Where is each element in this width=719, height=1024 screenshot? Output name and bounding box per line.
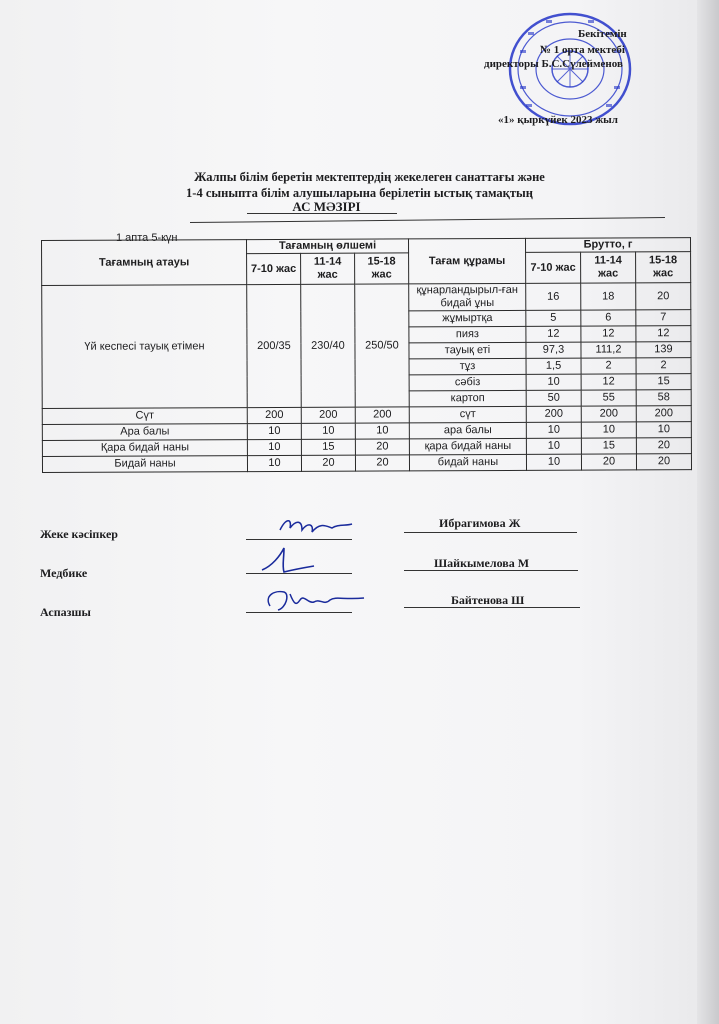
component-name: сүт (409, 406, 526, 423)
menu-title: АС МӘЗІРІ (292, 199, 361, 214)
dish-weight: 10 (355, 423, 409, 439)
person-name: Шайкымелова М (434, 556, 530, 570)
brutto-value: 18 (581, 283, 636, 310)
role-entrepreneur: Жеке кәсіпкер (40, 527, 118, 541)
approval-line-1: Бекітемін (578, 28, 627, 40)
dish-weight: 200 (247, 407, 301, 423)
dish-name: Ара балы (42, 424, 247, 441)
title-underline (247, 213, 397, 214)
brutto-value: 10 (526, 374, 581, 390)
header-age-weight: 11-14 жас (301, 253, 355, 284)
brutto-value: 97,3 (526, 342, 581, 358)
dish-weight: 230/40 (301, 284, 356, 407)
brutto-value: 15 (636, 374, 691, 390)
brutto-value: 2 (581, 358, 636, 374)
signature-scribble (258, 544, 318, 576)
dish-name: Үй кеспесі тауық етімен (42, 285, 248, 409)
component-name: қара бидай наны (409, 438, 526, 455)
brutto-value: 20 (636, 283, 691, 310)
brutto-value: 10 (636, 422, 691, 438)
brutto-value: 200 (581, 406, 636, 422)
header-dish-name: Тағамның атауы (42, 240, 247, 286)
header-age-brutto: 11-14 жас (581, 252, 636, 283)
component-name: тауық еті (409, 342, 526, 359)
component-name: ара балы (409, 422, 526, 439)
approval-line-3: директоры Б.С.Сүлейменов (484, 58, 623, 70)
dish-name: Бидай наны (42, 456, 247, 473)
approval-block (480, 22, 690, 132)
dish-weight: 10 (247, 423, 301, 439)
component-name: картоп (409, 390, 526, 407)
title-line-1: Жалпы білім беретін мектептердің жекелеген санаттағы және (194, 170, 545, 184)
brutto-value: 55 (581, 390, 636, 406)
title-line-2: 1-4 сыныпта білім алушыларына берілетін ыстық тамақтың (186, 186, 533, 200)
dish-name: Қара бидай наны (42, 440, 247, 457)
menu-table (41, 237, 692, 473)
brutto-value: 2 (636, 358, 691, 374)
dish-weight: 20 (301, 455, 355, 471)
brutto-value: 20 (581, 454, 636, 470)
header-composition: Тағам құрамы (408, 238, 525, 284)
name-line (404, 532, 577, 533)
dish-weight: 10 (247, 439, 301, 455)
brutto-value: 10 (526, 454, 581, 470)
header-age-weight: 7-10 жас (247, 253, 301, 284)
header-weight-group: Тағамның өлшемі (247, 239, 409, 254)
dish-weight: 20 (355, 455, 409, 471)
brutto-value: 6 (581, 310, 636, 326)
role-nurse: Медбике (40, 566, 88, 580)
brutto-value: 5 (526, 310, 581, 326)
brutto-value: 50 (526, 390, 581, 406)
component-name: жұмыртқа (409, 310, 526, 327)
brutto-value: 111,2 (581, 342, 636, 358)
brutto-value: 12 (526, 326, 581, 342)
dish-name: Сүт (42, 408, 247, 425)
person-name: Байтенова Ш (451, 593, 525, 607)
dish-weight: 10 (247, 455, 301, 471)
header-age-brutto: 7-10 жас (526, 252, 581, 283)
paper-edge (697, 0, 719, 1024)
brutto-value: 200 (636, 406, 691, 422)
component-name: пияз (409, 326, 526, 343)
brutto-value: 12 (636, 326, 691, 342)
dish-weight: 200 (301, 407, 355, 423)
brutto-value: 10 (526, 438, 581, 454)
brutto-value: 7 (636, 310, 691, 326)
signature-line (246, 539, 352, 540)
dish-weight: 200/35 (247, 284, 302, 407)
brutto-value: 139 (636, 342, 691, 358)
dish-weight: 15 (301, 439, 355, 455)
table-row (42, 283, 691, 313)
brutto-value: 16 (526, 283, 581, 310)
dish-weight: 10 (301, 423, 355, 439)
signature-scribble (260, 586, 370, 616)
brutto-value: 20 (636, 454, 691, 470)
brutto-value: 15 (581, 438, 636, 454)
component-name: тұз (409, 358, 526, 375)
brutto-value: 200 (526, 406, 581, 422)
day-label: 1 апта 5-күн (116, 232, 178, 244)
component-name: бидай наны (409, 454, 526, 471)
header-age-brutto: 15-18 жас (636, 252, 691, 283)
brutto-value: 1,5 (526, 358, 581, 374)
component-name: сәбіз (409, 374, 526, 391)
approval-line-2: № 1 орта мектебі (540, 44, 625, 56)
brutto-value: 12 (581, 374, 636, 390)
approval-date: «1» қыркүйек 2023 жыл (498, 114, 618, 126)
dish-weight: 20 (355, 439, 409, 455)
brutto-value: 12 (581, 326, 636, 342)
component-name: құнарландырыл-ған бидай ұны (409, 283, 526, 311)
brutto-value: 58 (636, 390, 691, 406)
table-row (42, 454, 691, 473)
role-cook: Аспазшы (40, 605, 91, 619)
brutto-value: 10 (581, 422, 636, 438)
dish-weight: 250/50 (355, 284, 410, 407)
header-brutto: Брутто, г (525, 238, 690, 253)
brutto-value: 20 (636, 438, 691, 454)
person-name: Ибрагимова Ж (439, 516, 521, 530)
brutto-value: 10 (526, 422, 581, 438)
signature-scribble (276, 512, 356, 538)
dish-weight: 200 (355, 407, 409, 423)
header-age-weight: 15-18 жас (355, 253, 409, 284)
